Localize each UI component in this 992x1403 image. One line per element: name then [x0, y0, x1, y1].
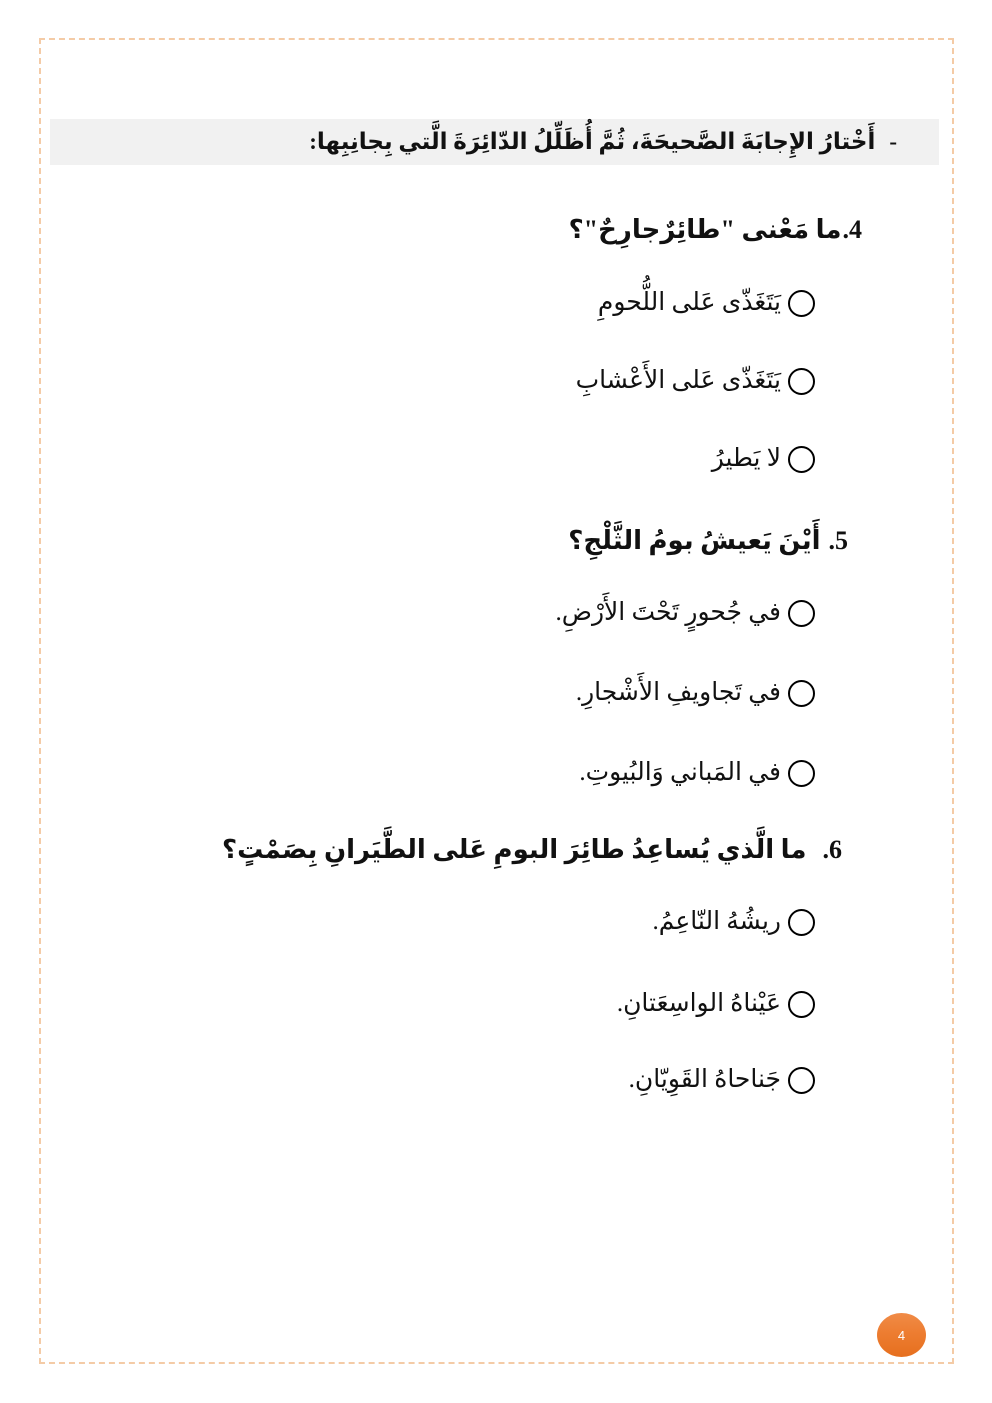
instruction-dash: -	[889, 129, 897, 154]
instruction-band	[50, 119, 939, 165]
answer-bubble-icon[interactable]	[788, 909, 815, 936]
question-5-option-3[interactable]	[579, 755, 815, 791]
question-4-number: 4.	[842, 215, 862, 244]
answer-bubble-icon[interactable]	[788, 760, 815, 787]
answer-bubble-icon[interactable]	[788, 991, 815, 1018]
question-5-option-1[interactable]	[555, 595, 815, 631]
question-5-number: 5.	[828, 526, 848, 555]
question-4-text: ما مَعْنى "طائِرٌجارِحٌ"؟	[568, 215, 842, 244]
option-label: يَتَغَذّى عَلى اللُّحومِ	[597, 289, 781, 316]
option-label: يَتَغَذّى عَلى الأَعْشابِ	[575, 367, 781, 394]
question-6-title	[222, 833, 842, 867]
option-label: عَيْناهُ الواسِعَتانِ.	[616, 990, 781, 1017]
question-6-option-1[interactable]	[652, 904, 815, 940]
question-4-option-2[interactable]	[576, 363, 815, 399]
question-6-option-2[interactable]	[617, 986, 815, 1022]
question-4-option-1[interactable]	[598, 285, 815, 321]
question-5-title	[568, 524, 848, 558]
answer-bubble-icon[interactable]	[788, 680, 815, 707]
answer-bubble-icon[interactable]	[788, 290, 815, 317]
question-6-option-3[interactable]	[629, 1062, 815, 1098]
option-label: في المَباني وَالبُيوتِ.	[579, 759, 781, 786]
question-4-option-3[interactable]	[712, 441, 815, 477]
option-label: لا يَطيرُ	[711, 445, 781, 472]
option-label: جَناحاهُ القَوِيّانِ.	[628, 1066, 781, 1093]
question-6-number: 6.	[822, 835, 842, 864]
instruction-text: أَخْتارُ الإِجابَةَ الصَّحيحَةَ، ثُمَّ أُظَلِّلُ الدّائِرَةَ الَّتي بِجانِبِها:	[309, 129, 876, 154]
option-label: ريشُهُ النّاعِمُ.	[652, 908, 781, 935]
answer-bubble-icon[interactable]	[788, 600, 815, 627]
page-number: 4	[897, 1327, 906, 1343]
question-4-title	[569, 213, 862, 247]
answer-bubble-icon[interactable]	[788, 446, 815, 473]
question-5-option-2[interactable]	[576, 675, 815, 711]
question-5-text: أَيْنَ يَعيشُ بومُ الثَّلْجِ؟	[568, 526, 821, 555]
option-label: في تَجاويفِ الأَشْجارِ.	[575, 679, 781, 706]
option-label: في جُحورٍ تَحْتَ الأَرْضِ.	[555, 599, 781, 626]
question-6-text: ما الَّذي يُساعِدُ طائِرَ البومِ عَلى الطَّيَرانِ بِصَمْتٍ؟	[222, 835, 807, 864]
answer-bubble-icon[interactable]	[788, 1067, 815, 1094]
page-number-badge	[877, 1313, 926, 1357]
answer-bubble-icon[interactable]	[788, 368, 815, 395]
